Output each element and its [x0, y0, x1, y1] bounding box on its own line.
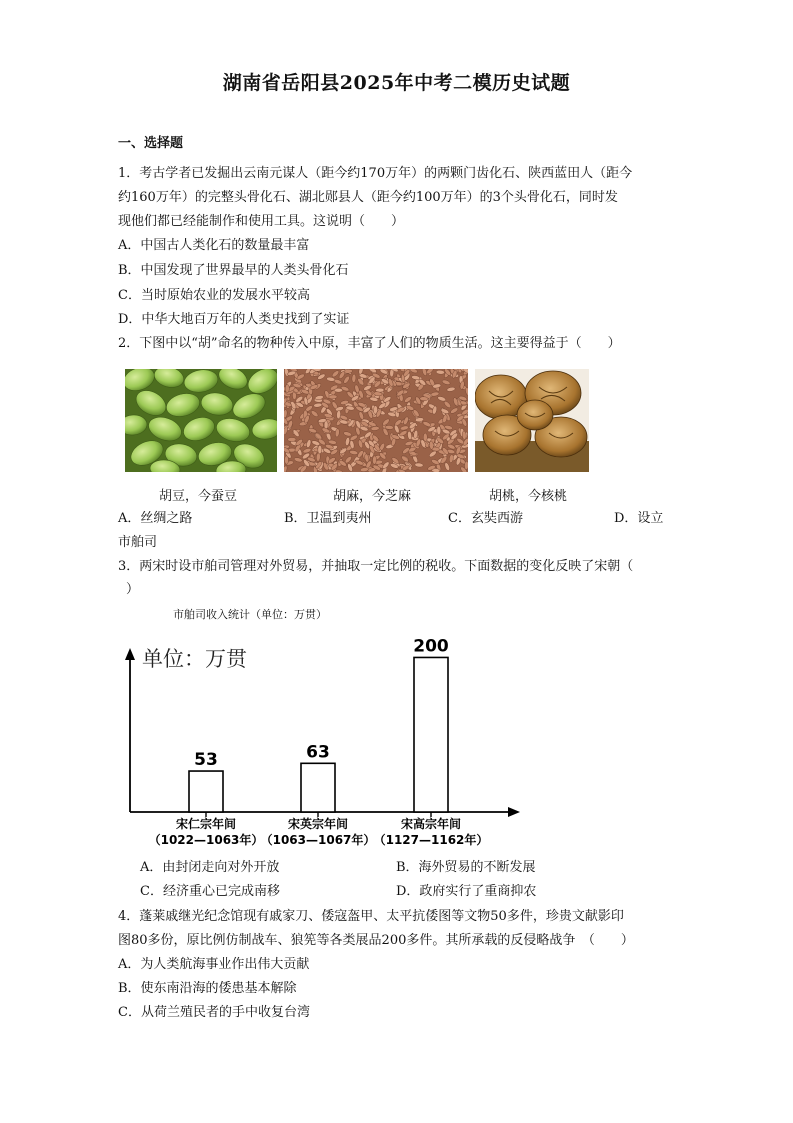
- q1-option-a: A．中国古人类化石的数量最丰富: [118, 238, 310, 253]
- sesame-seed: [372, 456, 376, 465]
- q3-stem-cont: ）: [126, 582, 140, 597]
- q4-option-c: C．从荷兰殖民者的手中收复台湾: [118, 1005, 310, 1020]
- bar-2: [301, 763, 335, 812]
- q3-option-d: D．政府实行了重商抑农: [396, 884, 537, 899]
- q1-line-3: 现他们都已经能制作和使用工具。这说明（ ）: [118, 214, 405, 229]
- q4-option-b: B．使东南沿海的倭患基本解除: [118, 981, 297, 996]
- x-tick-sublabel: （1127—1162年）: [373, 833, 489, 847]
- sesame-seed: [420, 396, 429, 400]
- x-tick-label: 宋英宗年间: [287, 817, 349, 831]
- sesame-seed: [352, 374, 357, 383]
- sesame-seed: [285, 384, 289, 392]
- q2-option-d: D．设立: [614, 511, 664, 526]
- q4-line-1: 4．蓬莱戚继光纪念馆现有戚家刀、倭寇盔甲、太平抗倭图等文物50多件，珍贵文献影印: [118, 909, 624, 924]
- q2-option-d-cont: 市舶司: [118, 535, 158, 550]
- q3-option-c: C．经济重心已完成南移: [140, 884, 280, 899]
- page-title: 湖南省岳阳县2025年中考二模历史试题: [222, 72, 571, 94]
- sesame-seed: [423, 433, 427, 441]
- q1-option-d: D．中华大地百万年的人类史找到了实证: [118, 312, 350, 327]
- caption-broad-bean: 胡豆，今蚕豆: [159, 489, 238, 504]
- q4-line-2: 图80多份，原比例仿制战车、狼筅等各类展品200多件。其所承载的反侵略战争 （ ）: [118, 933, 634, 948]
- sesame-seed: [464, 461, 468, 470]
- broad-bean-image: [125, 369, 277, 472]
- bar-value-label: 200: [413, 636, 449, 657]
- q1-option-c: C．当时原始农业的发展水平较高: [118, 288, 310, 303]
- sesame-seed: [437, 426, 441, 435]
- x-tick-sublabel: （1022—1063年）: [148, 833, 264, 847]
- bar-3: [414, 657, 448, 812]
- y-axis-arrow: [125, 648, 135, 660]
- q1-line-1: 1．考古学者已发掘出云南元谋人（距今约170万年）的两颗门齿化石、陕西蓝田人（距今: [118, 166, 633, 181]
- q3-stem: 3．两宋时设市舶司管理对外贸易，并抽取一定比例的税收。下面数据的变化反映了宋朝（: [118, 559, 634, 574]
- walnut-image: [475, 369, 589, 472]
- caption-sesame: 胡麻，今芝麻: [333, 489, 412, 504]
- x-axis-arrow: [508, 807, 520, 817]
- q2-option-c: C．玄奘西游: [448, 511, 523, 526]
- sesame-image: [284, 369, 468, 472]
- q1-option-b: B．中国发现了世界最早的人类头骨化石: [118, 263, 349, 278]
- x-tick-sublabel: （1063—1067年）: [260, 833, 376, 847]
- sesame-seed: [284, 456, 288, 464]
- x-tick-label: 宋高宗年间: [400, 817, 462, 831]
- sesame-seed: [288, 437, 296, 441]
- x-tick-label: 宋仁宗年间: [175, 817, 237, 831]
- chart-unit-label: 单位：万贯: [142, 647, 247, 671]
- q2-option-a: A．丝绸之路: [118, 511, 193, 526]
- q2-option-b: B．卫温到夷州: [284, 511, 372, 526]
- bar-1: [189, 771, 223, 812]
- q4-option-a: A．为人类航海事业作出伟大贡献: [118, 957, 310, 972]
- q2-stem: 2．下图中以“胡”命名的物种传入中原，丰富了人们的物质生活。这主要得益于（ ）: [118, 336, 621, 351]
- q3-option-a: A．由封闭走向对外开放: [140, 860, 280, 875]
- sesame-seed: [318, 445, 322, 454]
- revenue-bar-chart: [118, 598, 538, 853]
- q1-line-2: 约160万年）的完整头骨化石、湖北郧县人（距今约100万年）的3个头骨化石，同时发: [118, 190, 618, 205]
- chart-title: 市舶司收入统计（单位：万贯）: [173, 608, 327, 621]
- bar-value-label: 63: [306, 742, 330, 763]
- sesame-seed: [329, 395, 338, 399]
- section-heading: 一、选择题: [118, 136, 184, 151]
- caption-walnut: 胡桃，今核桃: [489, 489, 568, 504]
- q3-option-b: B．海外贸易的不断发展: [396, 860, 536, 875]
- bar-value-label: 53: [194, 750, 218, 771]
